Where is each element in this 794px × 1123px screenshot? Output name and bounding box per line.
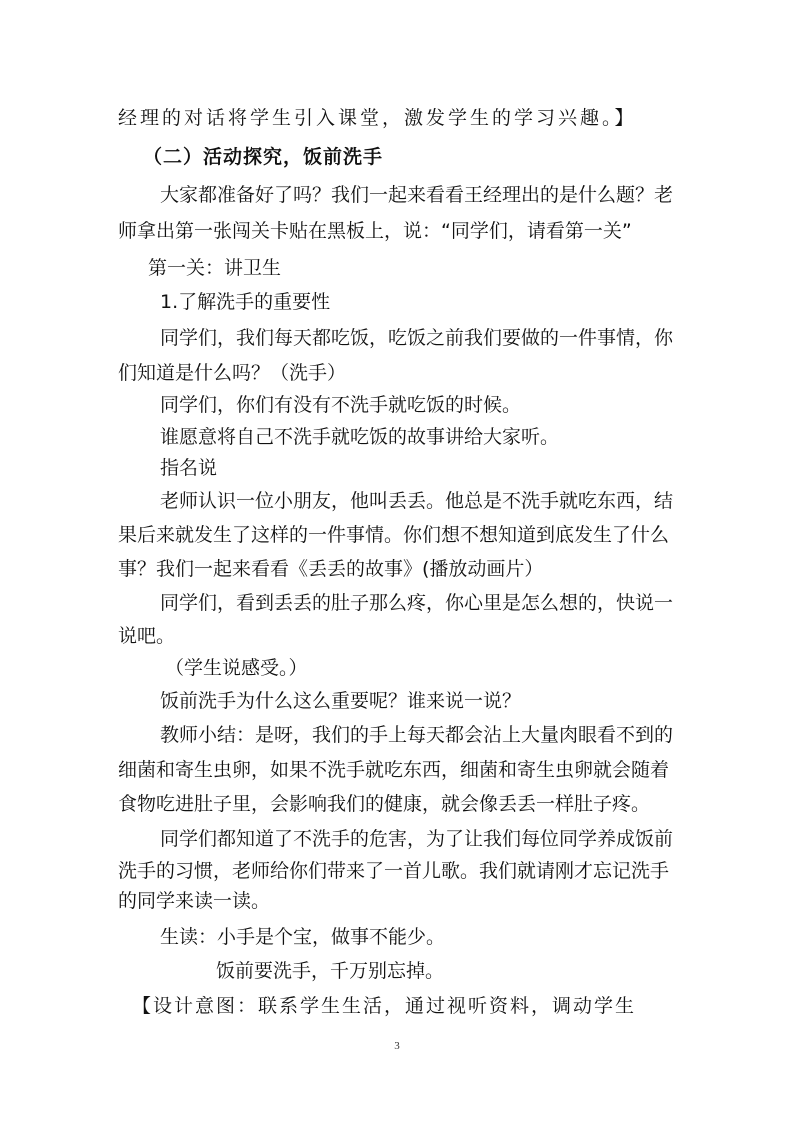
- text-line-19: 教师小结：是呀，我们的手上每天都会沾上大量肉眼看不到的: [160, 724, 674, 746]
- text-line-6: 1.了解洗手的重要性: [160, 291, 331, 313]
- text-line-9: 同学们，你们有没有不洗手就吃饭的时候。: [160, 394, 522, 416]
- text-line-5: 第一关：讲卫生: [148, 257, 282, 279]
- text-line-16: 说吧。: [118, 625, 176, 647]
- text-line-13: 果后来就发生了这样的一件事情。你们想不想知道到底发生了什么: [118, 524, 670, 546]
- text-line-24: 的同学来读一读。: [118, 890, 271, 912]
- text-line-18: 饭前洗手为什么这么重要呢？谁来说一说？: [160, 690, 522, 712]
- section-heading: （二）活动探究，饭前洗手: [143, 146, 384, 168]
- text-line-17: （学生说感受。）: [165, 657, 308, 679]
- text-line-10: 谁愿意将自己不洗手就吃饭的故事讲给大家听。: [160, 426, 560, 448]
- text-line-25: 生读：小手是个宝，做事不能少。: [160, 926, 446, 948]
- text-line-23: 洗手的习惯，老师给你们带来了一首儿歌。我们就请刚才忘记洗手: [118, 860, 670, 882]
- text-line-7: 同学们，我们每天都吃饭，吃饭之前我们要做的一件事情，你: [160, 327, 674, 349]
- text-line-11: 指名说: [160, 457, 218, 479]
- text-line-14: 事？我们一起来看看《丢丢的故事》(播放动画片）: [118, 558, 544, 580]
- text-line-21: 食物吃进肚子里，会影响我们的健康，就会像丢丢一样肚子疼。: [118, 793, 651, 815]
- text-line-8: 们知道是什么吗？（洗手）: [118, 362, 347, 384]
- text-line-22: 同学们都知道了不洗手的危害，为了让我们每位同学养成饭前: [160, 828, 674, 850]
- text-line-4: 师拿出第一张闯关卡贴在黑板上，说：“同学们，请看第一关”: [118, 220, 632, 242]
- text-line-3: 大家都准备好了吗？我们一起来看看王经理出的是什么题？老: [160, 184, 674, 206]
- text-line-1: 经理的对话将学生引入课堂，激发学生的学习兴趣。】: [118, 107, 637, 129]
- text-line-12: 老师认识一位小朋友，他叫丢丢。他总是不洗手就吃东西，结: [160, 490, 674, 512]
- text-line-15: 同学们，看到丢丢的肚子那么疼，你心里是怎么想的，快说一: [160, 592, 674, 614]
- text-line-27: 【设计意图：联系学生生活，通过视听资料，调动学生: [132, 995, 637, 1017]
- text-line-26: 饭前要洗手，千万别忘掉。: [216, 960, 445, 982]
- text-line-20: 细菌和寄生虫卵，如果不洗手就吃东西，细菌和寄生虫卵就会随着: [118, 759, 670, 781]
- page-number: 3: [394, 1040, 400, 1052]
